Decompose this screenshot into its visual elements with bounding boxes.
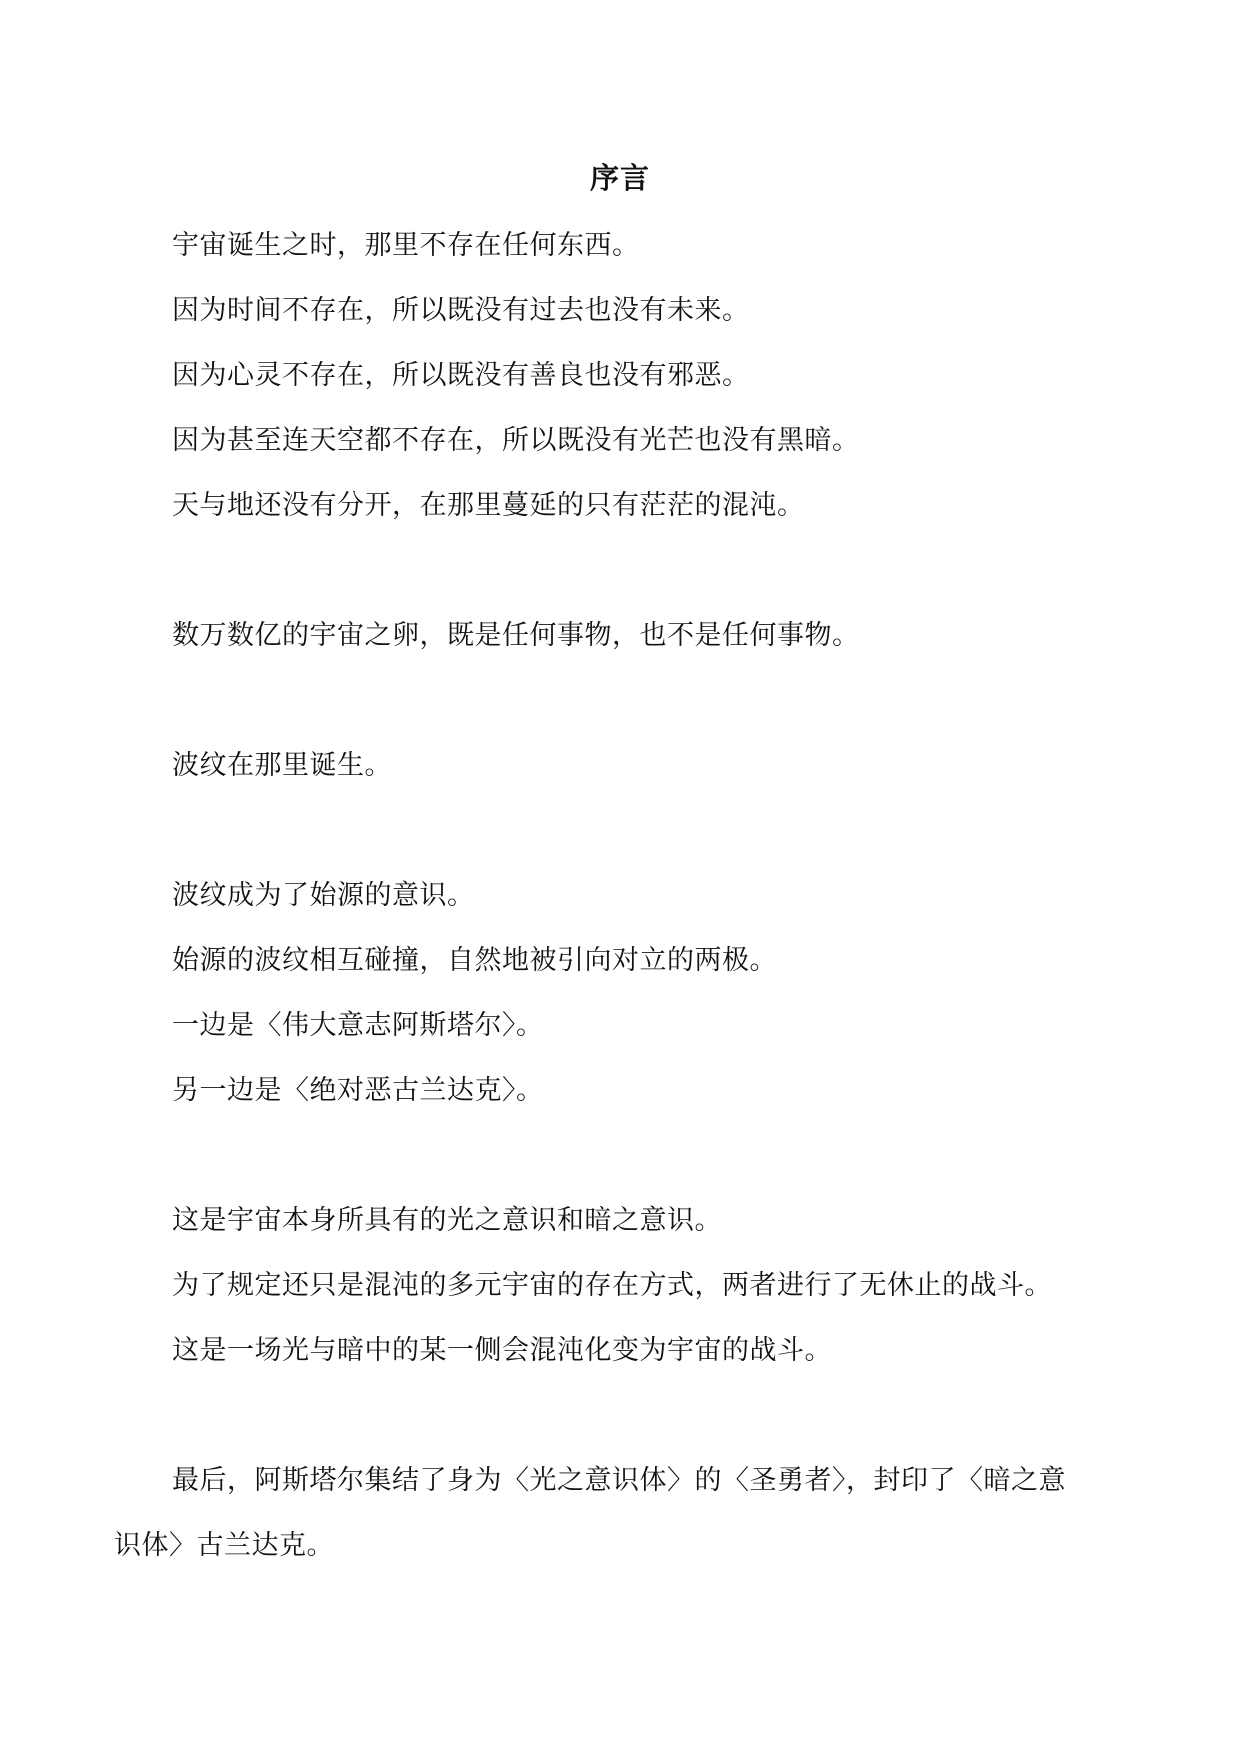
paragraph-line: 为了规定还只是混沌的多元宇宙的存在方式，两者进行了无休止的战斗。 (172, 1270, 1052, 1301)
paragraph-line: 最后，阿斯塔尔集结了身为〈光之意识体〉的〈圣勇者〉，封印了〈暗之意 (172, 1465, 1066, 1496)
paragraph-line: 因为时间不存在，所以既没有过去也没有未来。 (172, 295, 750, 326)
page-title: 序言 (589, 161, 650, 195)
paragraph-line: 一边是〈伟大意志阿斯塔尔〉。 (172, 1010, 544, 1041)
paragraph-line: 因为心灵不存在，所以既没有善良也没有邪恶。 (172, 360, 750, 391)
paragraph-line: 天与地还没有分开，在那里蔓延的只有茫茫的混沌。 (172, 490, 805, 521)
paragraph-line: 波纹在那里诞生。 (172, 750, 392, 781)
paragraph-line: 始源的波纹相互碰撞，自然地被引向对立的两极。 (172, 945, 777, 976)
paragraph-line: 波纹成为了始源的意识。 (172, 880, 475, 911)
paragraph-line: 宇宙诞生之时，那里不存在任何东西。 (172, 230, 640, 261)
paragraph-line: 数万数亿的宇宙之卵，既是任何事物，也不是任何事物。 (172, 620, 860, 651)
paragraph-line: 这是宇宙本身所具有的光之意识和暗之意识。 (172, 1205, 722, 1236)
paragraph-line: 另一边是〈绝对恶古兰达克〉。 (172, 1075, 544, 1106)
paragraph-line: 这是一场光与暗中的某一侧会混沌化变为宇宙的战斗。 (172, 1335, 832, 1366)
paragraph-line-continued: 识体〉古兰达克。 (114, 1530, 334, 1561)
paragraph-line: 因为甚至连天空都不存在，所以既没有光芒也没有黑暗。 (172, 425, 860, 456)
